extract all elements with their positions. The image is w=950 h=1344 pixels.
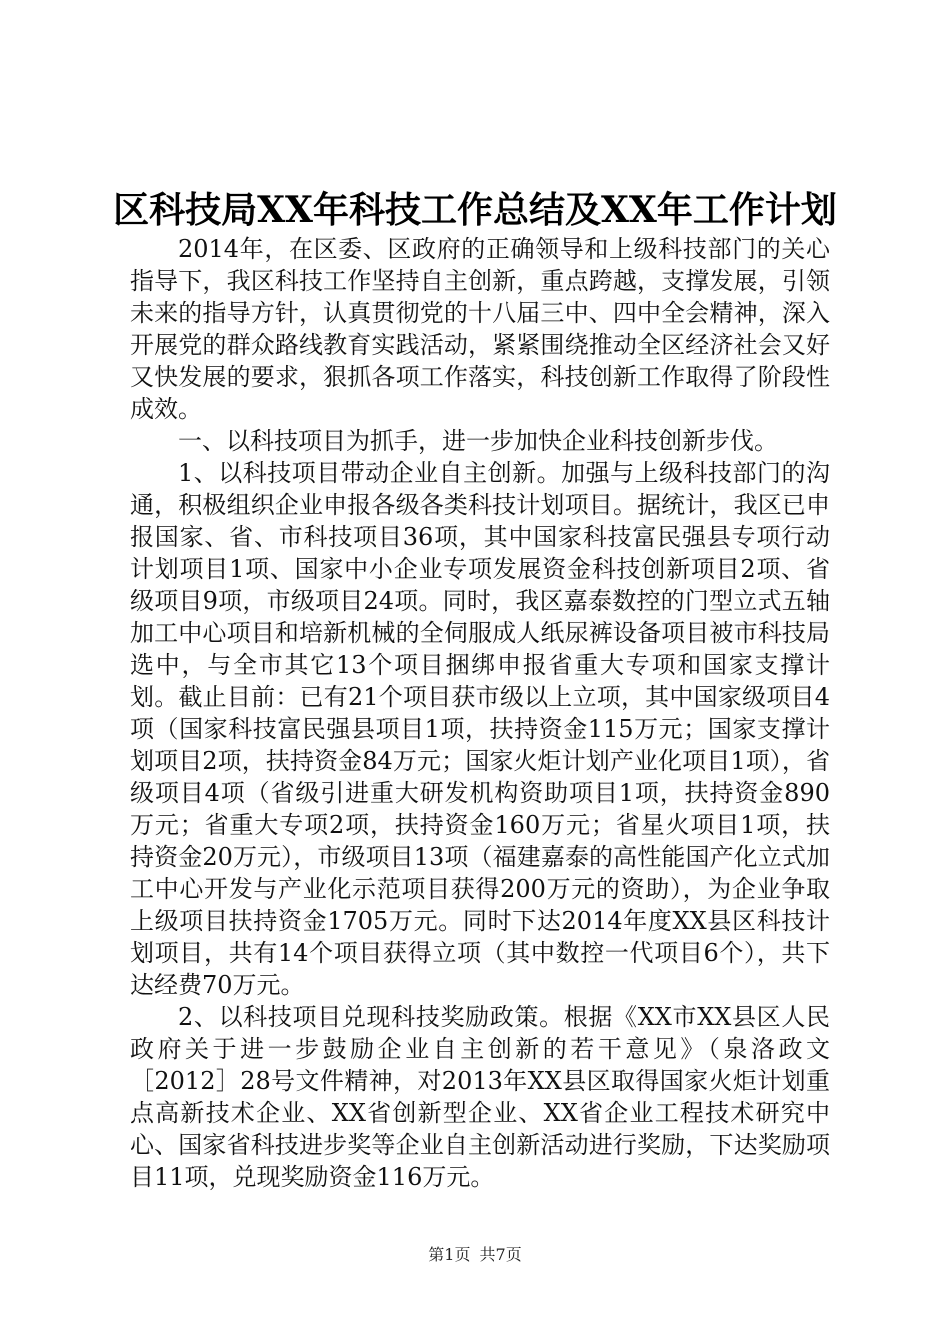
page-footer (0, 1244, 950, 1266)
page-number: 第1页 (428, 1245, 471, 1264)
paragraph-section-heading: 一、以科技项目为抓手，进一步加快企业科技创新步伐。 (178, 427, 778, 455)
document-title: 区科技局XX年科技工作总结及XX年工作计划 (113, 189, 837, 231)
page-total: 共7页 (479, 1245, 522, 1264)
paragraph-item-1: 1、以科技项目带动企业自主创新。加强与上级科技部门的沟通，积极组织企业申报各级各类科技计划项目。据统计，我区已申报国家、省、市科技项目36项，其中国家科技富民强县专项行动计划项目1项、国家中小企业专项发展资金科技创新项目2项、省级项目9项，市级项目24项。同时，我区嘉泰数控的门型立式五轴加工中心项目和培新机械的全伺服成人纸尿裤设备项目被市科技局选中，与全市其它13个项目捆绑申报省重大专项和国家支撑计划。截止目前：已有21个项目获市级以上立项，其中国家级项目4项（国家科技富民强县项目1项，扶持资金115万元；国家支撑计划项目2项，扶持资金84万元；国家火炬计划产业化项目1项），省级项目4项（省级引进重大研发机构资助项目1项，扶持资金890万元；省重大专项2项，扶持资金160万元；省星火项目1项，扶持资金20万元），市级项目13项（福建嘉泰的高性能国产化立式加工中心开发与产业化示范项目获得200万元的资助），为企业争取上级项目扶持资金1705万元。同时下达2014年度XX县区科技计划项目，共有14个项目获得立项（其中数控一代项目6个），共下达经费70万元。 (130, 459, 830, 999)
document-body (130, 233, 830, 1193)
paragraph-item-2: 2、以科技项目兑现科技奖励政策。根据《XX市XX县区人民政府关于进一步鼓励企业自主创新的若干意见》（泉洛政文［2012］28号文件精神，对2013年XX县区取得国家火炬计划重点高新技术企业、XX省创新型企业、XX省企业工程技术研究中心、国家省科技进步奖等企业自主创新活动进行奖励，下达奖励项目11项，兑现奖励资金116万元。 (130, 1003, 830, 1191)
paragraph-intro: 2014年，在区委、区政府的正确领导和上级科技部门的关心指导下，我区科技工作坚持自主创新，重点跨越，支撑发展，引领未来的指导方针，认真贯彻党的十八届三中、四中全会精神，深入开展党的群众路线教育实践活动，紧紧围绕推动全区经济社会又好又快发展的要求，狠抓各项工作落实，科技创新工作取得了阶段性成效。 (130, 235, 830, 423)
